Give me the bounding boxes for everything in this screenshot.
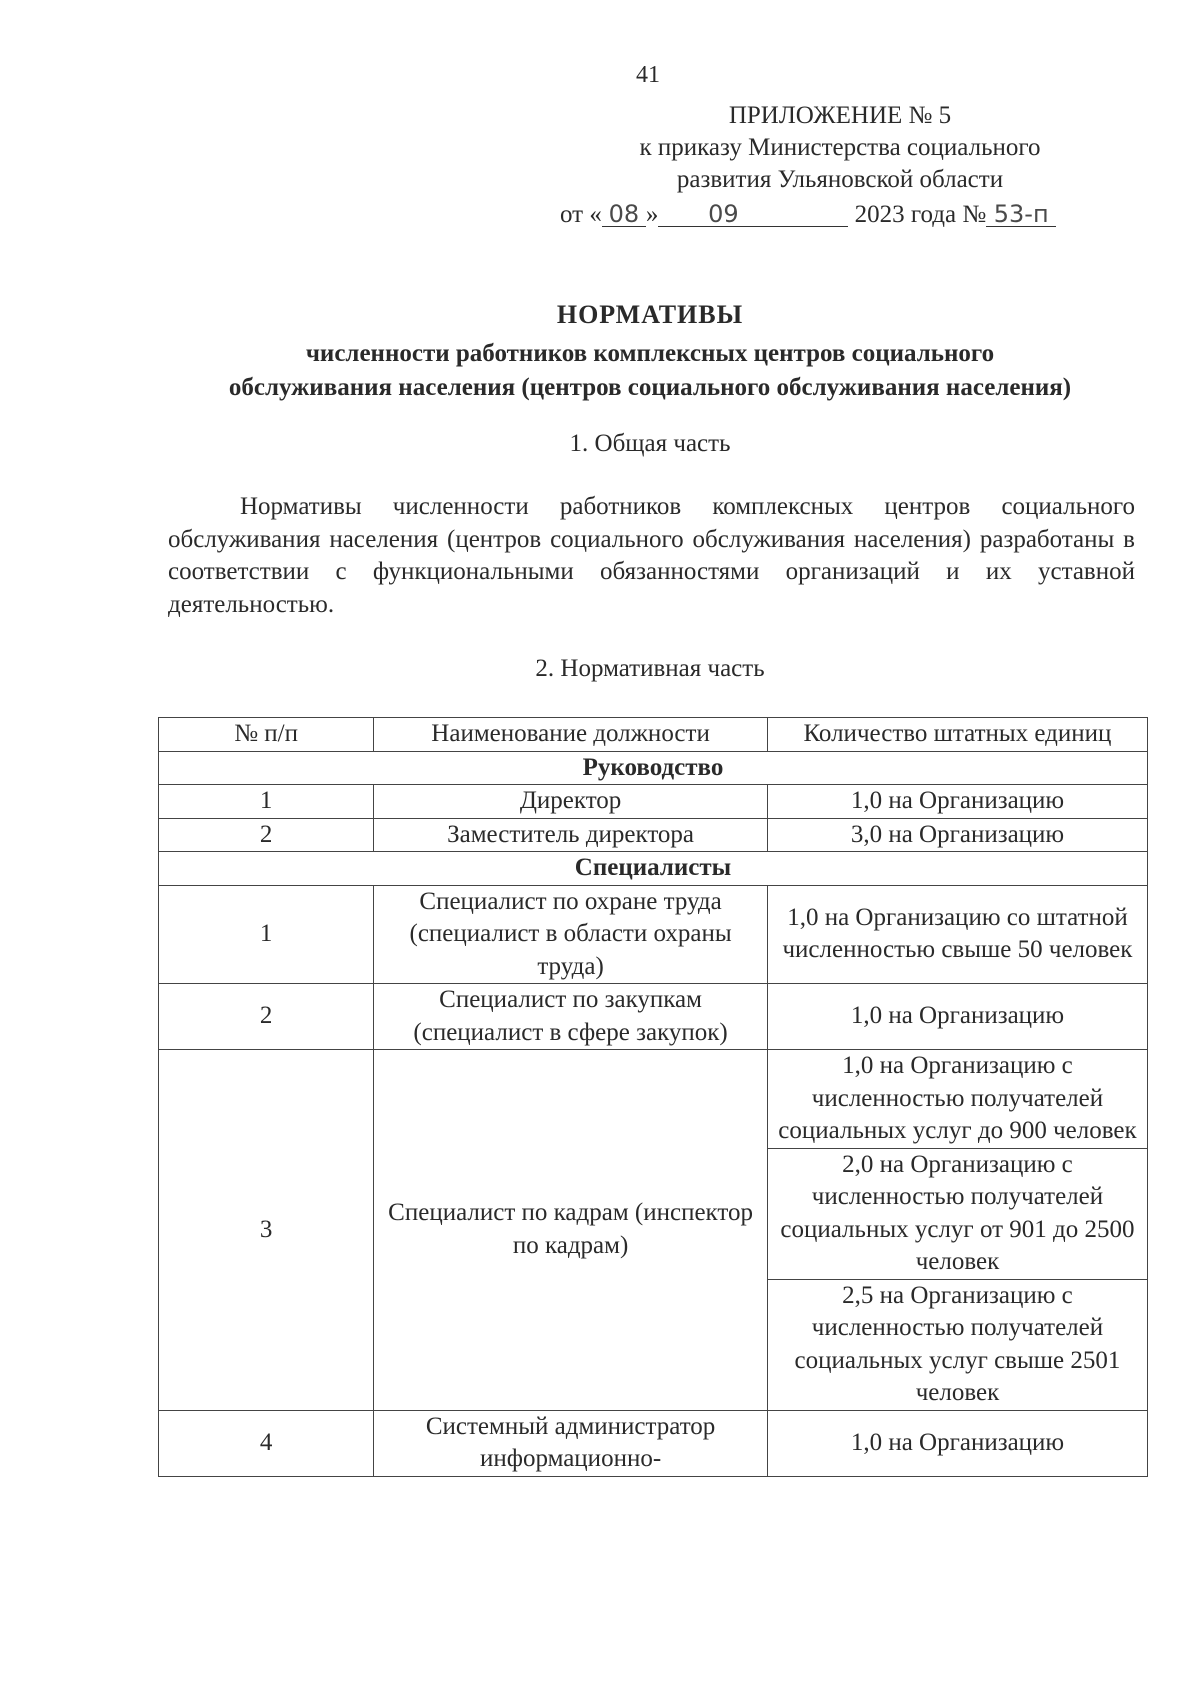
- order-year: 2023 года №: [854, 201, 987, 228]
- table-header-row: [159, 718, 1148, 752]
- col-header-quantity: Количество штатных единиц: [767, 718, 1147, 752]
- section-2-heading: 2. Нормативная часть: [535, 655, 765, 682]
- annex-line-1: к приказу Министерства социального: [639, 134, 1041, 161]
- annex-title: ПРИЛОЖЕНИЕ № 5: [728, 102, 952, 129]
- order-mid: »: [645, 201, 659, 228]
- row-quantity: 1,0 на Организацию: [767, 785, 1147, 819]
- table-row: [159, 1050, 1148, 1149]
- order-prefix: от «: [560, 201, 602, 228]
- row-position: Специалист по кадрам (инспектор по кадрам): [374, 1050, 768, 1411]
- group-label: Специалисты: [159, 852, 1148, 886]
- section-1-heading: 1. Общая часть: [569, 430, 731, 457]
- order-day: 08: [608, 200, 640, 228]
- subtitle-line-2: обслуживания населения (центров социального обслуживания населения): [228, 374, 1072, 401]
- group-row-specialists: [159, 852, 1148, 886]
- col-header-position: Наименование должности: [374, 718, 768, 752]
- order-line: [560, 200, 1056, 229]
- row-position: Заместитель директора: [374, 818, 768, 852]
- document-subtitle: [150, 337, 1150, 405]
- table-row: [159, 885, 1148, 984]
- page-number: 41: [636, 62, 660, 88]
- order-number: 53-п: [993, 200, 1049, 228]
- table-row: [159, 984, 1148, 1050]
- table-row: [159, 1410, 1148, 1476]
- row-number: 3: [159, 1050, 374, 1411]
- row-number: 2: [159, 818, 374, 852]
- annex-line-2: развития Ульяновской области: [676, 166, 1004, 193]
- row-position: Системный администратор информационно-: [374, 1410, 768, 1476]
- table-row: [159, 785, 1148, 819]
- row-quantity: 1,0 на Организацию: [767, 1410, 1147, 1476]
- group-row-management: [159, 751, 1148, 785]
- group-label: Руководство: [159, 751, 1148, 785]
- col-header-number: № п/п: [159, 718, 374, 752]
- row-number: 4: [159, 1410, 374, 1476]
- section-1-paragraph: Нормативы численности работников комплексных центров социального обслуживания населения (центров социального обслуживания населения) разработаны в соответствии с функциональными обязанностями организаций и их уставной деятельностью.: [168, 493, 1135, 618]
- row-number: 2: [159, 984, 374, 1050]
- row-quantity: 1,0 на Организацию со штатной численностью свыше 50 человек: [767, 885, 1147, 984]
- order-month: 09: [708, 200, 739, 228]
- row-quantity: 1,0 на Организацию: [767, 984, 1147, 1050]
- row-position: Директор: [374, 785, 768, 819]
- annex-header: [560, 100, 1120, 196]
- row-number: 1: [159, 885, 374, 984]
- row-quantity: 1,0 на Организацию с численностью получателей социальных услуг до 900 человек: [767, 1050, 1147, 1149]
- row-quantity: 2,5 на Организацию с численностью получателей социальных услуг свыше 2501 человек: [767, 1279, 1147, 1410]
- row-position: Специалист по охране труда (специалист в области охраны труда): [374, 885, 768, 984]
- table-row: [159, 818, 1148, 852]
- subtitle-line-1: численности работников комплексных центров социального: [305, 340, 995, 367]
- norms-table: [158, 717, 1148, 1477]
- row-number: 1: [159, 785, 374, 819]
- row-quantity: 2,0 на Организацию с численностью получателей социальных услуг от 901 до 2500 человек: [767, 1148, 1147, 1279]
- row-quantity: 3,0 на Организацию: [767, 818, 1147, 852]
- document-title: НОРМАТИВЫ: [556, 300, 744, 329]
- row-position: Специалист по закупкам (специалист в сфере закупок): [374, 984, 768, 1050]
